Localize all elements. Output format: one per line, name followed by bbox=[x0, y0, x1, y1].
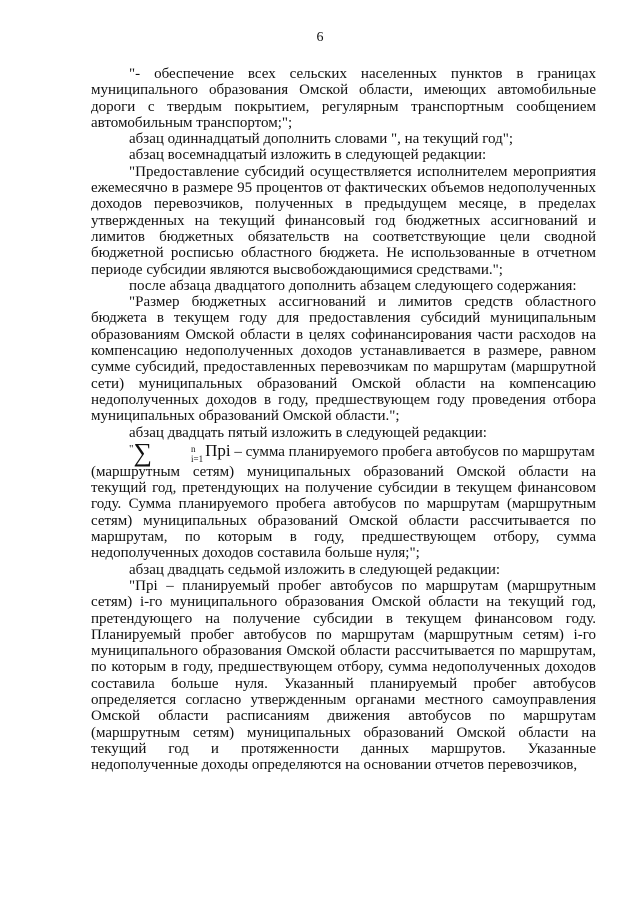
formula-variable: Пpi bbox=[205, 440, 231, 460]
paragraph-6: "Размер бюджетных ассигнований и лимитов средств областного бюджета в текущем году для предоставления субсидий муниципальным образованиям Омской области в целях софинансирования части расходов на компенсацию недополученных доходов устанавливается в размере, равном сумме субсидий, предоставленных перевозчикам по маршрутам (маршрутной сети) муниципальных образований Омской области на компенсацию недополученных доходов в году, предшествующем году проведения отбора муниципальных образований Омской области."; bbox=[91, 294, 596, 425]
document-body bbox=[91, 66, 596, 773]
sum-upper-limit: n bbox=[191, 443, 196, 454]
formula-quote: " bbox=[129, 442, 134, 455]
paragraph-7: абзац двадцать пятый изложить в следующей редакции: bbox=[129, 424, 487, 441]
sum-lower-limit: i=1 bbox=[191, 453, 204, 464]
paragraph-9: абзац двадцать седьмой изложить в следующей редакции: bbox=[129, 561, 501, 578]
paragraph-4: "Предоставление субсидий осуществляется исполнителем мероприятия ежемесячно в размере 95 процентов от фактических объемов недополученных доходов перевозчиков, полученных в предыдущем месяце, в пределах утвержденных на текущий финансовый год бюджетных ассигнований и лимитов бюджетных обязательств на соответствующие цели сводной бюджетной росписью областного бюджета. Не использованные в отчетном периоде субсидии являются высвобождающимися средствами."; bbox=[91, 163, 596, 278]
formula-description: – сумма планируемого пробега автобусов по маршрутам bbox=[230, 443, 595, 460]
page-number: 6 bbox=[316, 30, 324, 45]
paragraph-3: абзац восемнадцатый изложить в следующей редакции: bbox=[129, 147, 487, 164]
paragraph-10: "Пpi – планируемый пробег автобусов по маршрутам (маршрутным сетям) i-го муниципального образования Омской области на текущий год, претендующего на получение субсидии в текущем финансовом году. Планируемый пробег автобусов по маршрутам (маршрутным сетям) i-го муниципального образования Омской области рассчитывается по маршрутам, по которым в году, предшествующем отбору, сумма недополученных доходов составила больше нуля. Указанный планируемый пробег автобусов определяется согласно утвержденным органами местного самоуправления Омской области расписаниям движения автобусов по маршрутам (маршрутным сетям) муниципальных образований Омской области на текущий год и протяженности данных маршрутов. Указанные недополученные доходы определяются на основании отчетов перевозчиков, bbox=[91, 577, 596, 774]
sum-formula-line bbox=[91, 437, 596, 467]
paragraph-2: абзац одиннадцатый дополнить словами ", на текущий год"; bbox=[129, 131, 514, 148]
sum-symbol: ∑ bbox=[133, 437, 153, 467]
sum-limits bbox=[153, 444, 203, 464]
paragraph-1: "- обеспечение всех сельских населенных пунктов в границах муниципального образования Омской области, имеющих автомобильные дороги с твердым покрытием, регулярным транспортным сообщением автомобильным транспортом;"; bbox=[91, 66, 596, 131]
paragraph-5: после абзаца двадцатого дополнить абзацем следующего содержания: bbox=[129, 277, 577, 294]
paragraph-8: (маршрутным сетям) муниципальных образований Омской области на текущий год, претендующих на получение субсидии в текущем финансовом году. Сумма планируемого пробега автобусов по маршрутам (маршрутным сетям) муниципальных образований Омской области рассчитывается по маршрутам, по которым в году, предшествующем отбору, сумма недополученных доходов составила больше нуля;"; bbox=[91, 463, 596, 562]
